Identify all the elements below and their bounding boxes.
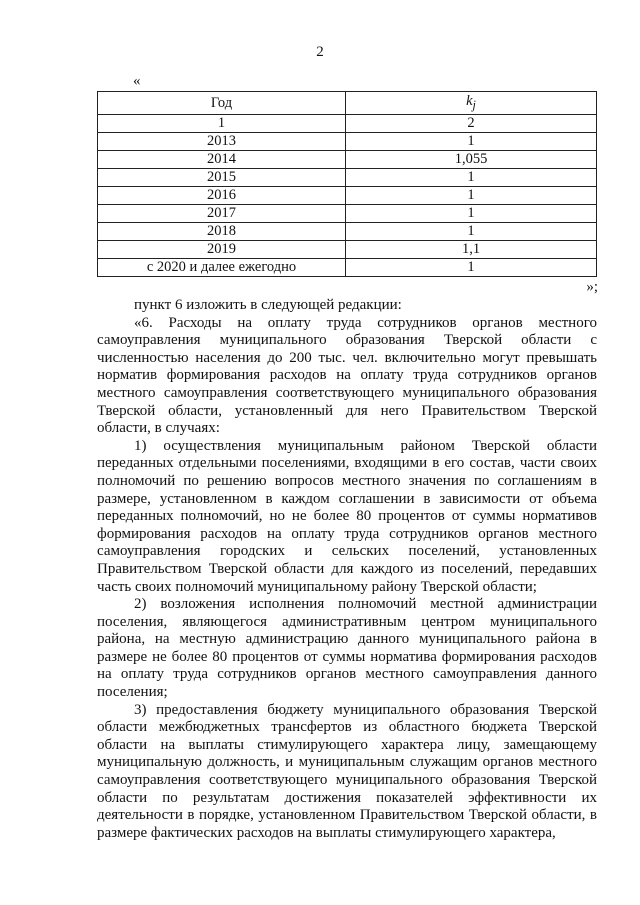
year-cell: 2018 <box>98 223 346 241</box>
intro-paragraph: пункт 6 изложить в следующей редакции: <box>134 297 402 313</box>
year-cell: 1 <box>98 115 346 133</box>
k-cell: 1 <box>346 187 597 205</box>
table-row <box>98 241 597 259</box>
k-cell: 1 <box>346 169 597 187</box>
subclause-1-paragraph: 1) осуществления муниципальным районом Тверской области переданных отдельными поселениями, входящими в его состав, части своих полномочий по решению вопросов местного значения по соглашениям в размере, установленном в каждом соглашении в зависимости от объема переданных полномочий, но не более 80 процентов от суммы нормативов формирования расходов на оплату труда сотрудников органов местного самоуправления городских и сельских поселений, установленных Правительством Тверской области для каждого из поселений, передавших часть своих полномочий муниципальному району Тверской области; <box>97 437 597 595</box>
k-cell: 1 <box>346 259 597 277</box>
year-cell: с 2020 и далее ежегодно <box>98 259 346 277</box>
closing-quote-mark: »; <box>586 279 598 295</box>
coefficient-table <box>97 91 597 277</box>
table-row <box>98 151 597 169</box>
page-number: 2 <box>316 44 324 60</box>
document-body <box>97 297 597 842</box>
subclause-2-paragraph: 2) возложения исполнения полномочий местной администрации поселения, являющегося административным центром муниципального района, на местную администрацию данного муниципального района в размере не более 80 процентов от суммы норматива формирования расходов на оплату труда сотрудников органов местного самоуправления данного поселения; <box>97 596 597 701</box>
k-cell: 1 <box>346 205 597 223</box>
year-cell: 2013 <box>98 133 346 151</box>
k-cell: 1 <box>346 133 597 151</box>
table-row <box>98 133 597 151</box>
header-k-symbol: k <box>466 92 473 109</box>
k-cell: 1,055 <box>346 151 597 169</box>
header-k-subscript: j <box>472 97 476 112</box>
year-cell: 2017 <box>98 205 346 223</box>
k-cell: 1,1 <box>346 241 597 259</box>
header-k <box>346 92 597 115</box>
k-cell: 1 <box>346 223 597 241</box>
k-cell: 2 <box>346 115 597 133</box>
year-cell: 2016 <box>98 187 346 205</box>
table-row <box>98 259 597 277</box>
subclause-3-paragraph: 3) предоставления бюджету муниципального образования Тверской области межбюджетных трансфертов из областного бюджета Тверской области на выплаты стимулирующего характера лицу, замещающему муниципальную должность, и муниципальным служащим органов местного самоуправления соответствующего муниципального образования Тверской области по результатам достижения показателей эффективности их деятельности в порядке, установленном Правительством Тверской области, в размере фактических расходов на выплаты стимулирующего характера, <box>97 701 597 841</box>
table-row <box>98 223 597 241</box>
table-row <box>98 205 597 223</box>
table-row <box>98 115 597 133</box>
table-header-row <box>98 92 597 115</box>
year-cell: 2014 <box>98 151 346 169</box>
year-cell: 2019 <box>98 241 346 259</box>
opening-quote-mark: « <box>133 73 141 89</box>
clause-6-paragraph: «6. Расходы на оплату труда сотрудников органов местного самоуправления муниципального образования Тверской области с численностью населения до 200 тыс. чел. включительно могут превышать норматив формирования расходов на оплату труда сотрудников органов местного самоуправления соответствующего муниципального образования Тверской области, установленный для него Правительством Тверской области, в случаях: <box>97 314 597 437</box>
header-year: Год <box>98 92 346 115</box>
table-row <box>98 169 597 187</box>
table-row <box>98 187 597 205</box>
year-cell: 2015 <box>98 169 346 187</box>
